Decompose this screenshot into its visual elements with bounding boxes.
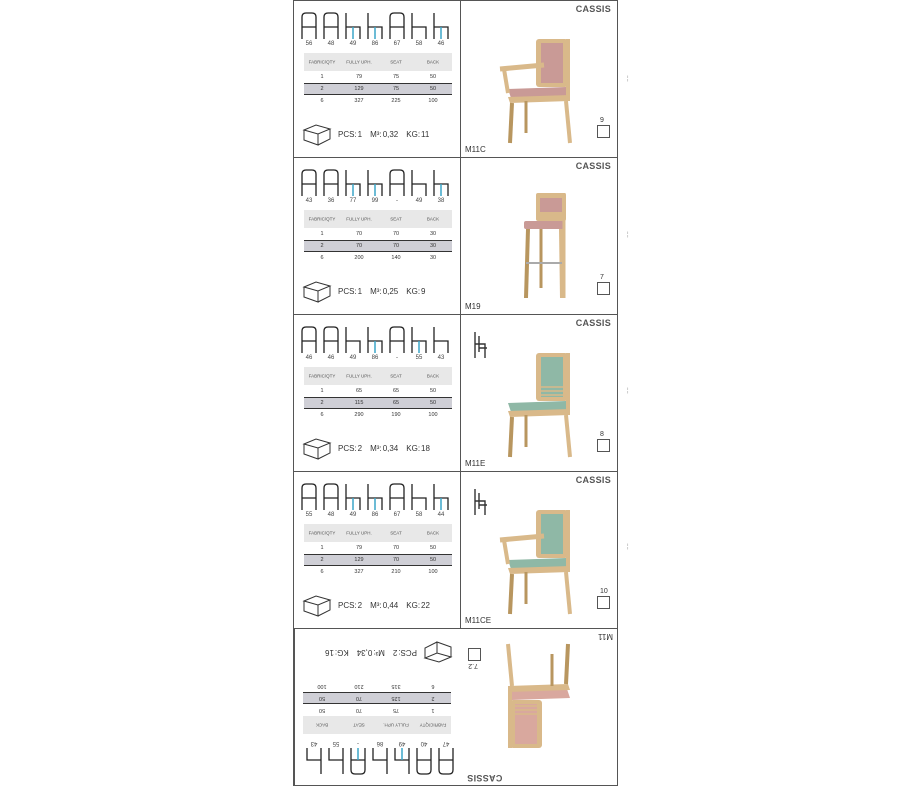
- dimension-diagram-icon: [368, 484, 382, 510]
- brand-label: CASSIS: [575, 161, 611, 171]
- weight-kg-label: KG:: [406, 601, 421, 610]
- dimension-diagram-icon: [302, 484, 316, 510]
- table-row: [303, 692, 451, 704]
- page-badge: [597, 117, 609, 139]
- dimension-value: -: [357, 740, 359, 746]
- package-box-icon: [302, 593, 332, 617]
- product-row: [294, 472, 617, 629]
- table-row: [303, 704, 451, 716]
- table-cell: 30: [429, 243, 437, 249]
- packaging-info: [302, 122, 457, 146]
- table-cell: 79: [355, 545, 363, 551]
- table-cell: 100: [317, 683, 327, 689]
- dimension-value: 46: [437, 41, 445, 47]
- volume-m3: [370, 287, 398, 296]
- dimension-diagram-icon: [412, 13, 426, 39]
- page-number: 7: [600, 274, 604, 281]
- dimension-diagram-icon: [324, 170, 338, 196]
- margin-tick: ¦: [627, 76, 629, 82]
- table-row: [304, 95, 452, 107]
- table-cell: 1: [320, 545, 324, 551]
- dimension-diagram-icon: [390, 484, 404, 510]
- dimension-value: 49: [349, 41, 357, 47]
- pieces-count-value: 1: [357, 130, 363, 139]
- table-cell: 70: [392, 557, 400, 563]
- armchair-image: [486, 502, 596, 617]
- dimension-diagram-icon: [324, 327, 338, 353]
- table-cell: 50: [429, 86, 437, 92]
- column-header: FULLY UPH.: [346, 373, 372, 379]
- dimension-value: 49: [349, 512, 357, 518]
- page-number: 8: [600, 431, 604, 438]
- model-code: M11: [598, 632, 613, 641]
- dimension-value: 46: [327, 355, 335, 361]
- table-header: [304, 210, 452, 228]
- pieces-count: [393, 648, 417, 657]
- pieces-count-value: 2: [357, 601, 363, 610]
- dimension-value: 48: [327, 41, 335, 47]
- page-number: 9: [600, 117, 604, 124]
- table-cell: 50: [429, 74, 437, 80]
- column-header: BACK: [315, 722, 329, 728]
- table-cell: 50: [318, 695, 326, 701]
- pieces-count-label: PCS:: [398, 648, 417, 657]
- dimension-value: 44: [437, 512, 445, 518]
- column-header: BACK: [426, 216, 440, 222]
- table-cell: 100: [428, 569, 438, 575]
- packaging-specs: [317, 648, 417, 657]
- weight-kg: [406, 444, 430, 453]
- table-cell: 1: [320, 74, 324, 80]
- table-cell: 2: [320, 400, 324, 406]
- packaging-specs: [338, 130, 437, 139]
- table-cell: 50: [429, 388, 437, 394]
- table-cell: 50: [429, 557, 437, 563]
- table-header: [304, 53, 452, 71]
- table-cell: 30: [429, 255, 437, 261]
- dimension-diagram-icon: [302, 13, 316, 39]
- dimension-diagrams: [300, 168, 456, 208]
- spec-panel: [294, 315, 461, 471]
- weight-kg-label: KG:: [406, 130, 421, 139]
- column-header: SEAT: [353, 722, 365, 728]
- dimension-diagram-icon: [346, 484, 360, 510]
- fabric-table: [303, 680, 451, 734]
- table-row: [304, 542, 452, 554]
- page-badge: [597, 274, 609, 296]
- barstool-image: [486, 188, 596, 303]
- table-cell: 327: [354, 569, 364, 575]
- column-header: SEAT: [390, 373, 402, 379]
- table-cell: 65: [355, 388, 363, 394]
- table-cell: 129: [354, 557, 364, 563]
- column-header: FULLY UPH.: [383, 722, 409, 728]
- dimension-diagram-icon: [346, 327, 360, 353]
- margin-tick: ¦: [627, 544, 629, 550]
- packaging-specs: [338, 601, 438, 610]
- dimension-diagram-icon: [346, 13, 360, 39]
- chair-image: [482, 641, 592, 756]
- table-cell: 75: [392, 707, 400, 713]
- page-badge: [469, 647, 481, 669]
- column-header: SEAT: [390, 530, 402, 536]
- page-box-icon: [597, 282, 610, 295]
- product-image-panel: [461, 1, 617, 157]
- armchair-image: [486, 31, 596, 146]
- dimension-value: 86: [371, 512, 379, 518]
- product-image-panel: [461, 629, 617, 786]
- volume-m3-value: 0,34: [382, 444, 399, 453]
- table-cell: 6: [320, 98, 324, 104]
- product-image-panel: [461, 472, 617, 628]
- dimension-value: -: [396, 198, 398, 204]
- table-cell: 1: [431, 707, 435, 713]
- table-cell: 210: [391, 569, 401, 575]
- dimension-value: 43: [305, 198, 313, 204]
- table-cell: 30: [429, 231, 437, 237]
- fabric-table: [304, 53, 452, 107]
- volume-m3: [370, 444, 398, 453]
- dimension-value: 86: [376, 740, 384, 746]
- dimension-diagram-icon: [324, 13, 338, 39]
- weight-kg: [325, 648, 349, 657]
- model-code: M11E: [465, 459, 486, 468]
- volume-m3-value: 0,34: [356, 648, 373, 657]
- page-box-icon: [597, 596, 610, 609]
- dimension-diagram-icon: [439, 748, 453, 774]
- table-row: [304, 228, 452, 240]
- table-cell: 75: [392, 86, 400, 92]
- column-header: SEAT: [390, 216, 402, 222]
- dimension-value: 49: [398, 740, 406, 746]
- column-header: SEAT: [390, 59, 402, 65]
- table-cell: 70: [392, 243, 400, 249]
- spec-panel: [294, 472, 461, 628]
- pieces-count-label: PCS:: [338, 287, 357, 296]
- brand-label: CASSIS: [575, 475, 611, 485]
- volume-m3-label: M³:: [370, 287, 382, 296]
- table-cell: 70: [355, 695, 363, 701]
- dimension-value: 58: [415, 41, 423, 47]
- margin-tick: ¦: [627, 388, 629, 394]
- dimension-diagram-icon: [434, 170, 448, 196]
- product-row: [294, 158, 617, 315]
- volume-m3: [370, 601, 398, 610]
- dimension-diagram-icon: [434, 484, 448, 510]
- dimension-diagram-icon: [351, 748, 365, 774]
- dimension-diagram-icon: [346, 170, 360, 196]
- weight-kg-value: 22: [421, 601, 430, 610]
- weight-kg-value: 9: [421, 287, 426, 296]
- weight-kg-value: 18: [421, 444, 430, 453]
- page-number: 7.2: [468, 662, 478, 669]
- table-cell: 6: [431, 683, 435, 689]
- volume-m3-value: 0,32: [382, 130, 399, 139]
- table-cell: 225: [391, 98, 401, 104]
- dimension-value: 43: [310, 740, 318, 746]
- fabric-table: [304, 524, 452, 578]
- table-cell: 327: [354, 98, 364, 104]
- dimension-diagram-icon: [390, 170, 404, 196]
- packaging-info: [302, 279, 457, 303]
- dimension-value: 86: [371, 41, 379, 47]
- column-header: FULLY UPH.: [346, 59, 372, 65]
- package-box-icon: [302, 279, 332, 303]
- table-cell: 6: [320, 569, 324, 575]
- weight-kg-value: 11: [421, 130, 430, 139]
- page-box-icon: [468, 648, 481, 661]
- table-cell: 1: [320, 231, 324, 237]
- margin-tick: ¦: [627, 232, 629, 238]
- table-row: [304, 397, 452, 409]
- fabric-table: [304, 210, 452, 264]
- column-header: BACK: [426, 373, 440, 379]
- dimension-diagrams: [300, 11, 456, 51]
- table-cell: 210: [354, 683, 364, 689]
- table-cell: 100: [428, 98, 438, 104]
- dimension-value: 47: [442, 740, 450, 746]
- pieces-count: [338, 287, 362, 296]
- product-image-panel: [461, 315, 617, 471]
- product-row: [294, 315, 617, 472]
- volume-m3-label: M³:: [373, 648, 385, 657]
- page-box-icon: [597, 439, 610, 452]
- table-cell: 65: [392, 388, 400, 394]
- volume-m3-label: M³:: [370, 444, 382, 453]
- model-code: M11CE: [465, 616, 492, 625]
- table-row: [303, 680, 451, 692]
- dimension-diagram-icon: [368, 327, 382, 353]
- package-box-icon: [302, 436, 332, 460]
- table-cell: 129: [354, 86, 364, 92]
- dimension-diagram-icon: [368, 13, 382, 39]
- dimension-diagram-icon: [395, 748, 409, 774]
- spec-panel: [294, 1, 461, 157]
- package-box-icon: [302, 122, 332, 146]
- brand-label: CASSIS: [467, 773, 503, 783]
- column-header: FULLY UPH.: [346, 530, 372, 536]
- page-badge: [597, 431, 609, 453]
- dimension-diagram-icon: [329, 748, 343, 774]
- column-header: FABRIC/QTY: [308, 530, 336, 536]
- column-header: FABRIC/QTY: [308, 59, 336, 65]
- column-header: FABRIC/QTY: [308, 373, 336, 379]
- spec-panel: [294, 629, 461, 786]
- dimension-diagram-icon: [417, 748, 431, 774]
- chair-image: [486, 345, 596, 460]
- weight-kg: [406, 130, 429, 139]
- dimension-value: 67: [393, 41, 401, 47]
- dimension-value: 56: [305, 41, 313, 47]
- dimension-value: 67: [393, 512, 401, 518]
- weight-kg: [406, 601, 430, 610]
- dimension-diagrams: [300, 482, 456, 522]
- dimension-diagram-icon: [307, 748, 321, 774]
- dimension-diagram-icon: [412, 327, 426, 353]
- table-header: [304, 524, 452, 542]
- brand-label: CASSIS: [575, 4, 611, 14]
- dimension-diagram-icon: [390, 327, 404, 353]
- dimension-value: 38: [437, 198, 445, 204]
- pieces-count-value: 1: [357, 287, 363, 296]
- table-header: [303, 716, 451, 734]
- page-number: 10: [600, 588, 608, 595]
- weight-kg-label: KG:: [406, 444, 421, 453]
- table-row: [304, 385, 452, 397]
- pieces-count-value: 2: [392, 648, 398, 657]
- dimension-diagram-icon: [368, 170, 382, 196]
- weight-kg-label: KG:: [334, 648, 349, 657]
- packaging-info: [302, 436, 457, 460]
- table-cell: 140: [391, 255, 401, 261]
- table-cell: 2: [431, 695, 435, 701]
- model-code: M19: [465, 302, 481, 311]
- dimension-value: 48: [327, 512, 335, 518]
- dimension-value: 46: [305, 355, 313, 361]
- table-cell: 50: [429, 545, 437, 551]
- packaging-specs: [338, 444, 438, 453]
- dimension-value: 36: [327, 198, 335, 204]
- dimension-value: 43: [437, 355, 445, 361]
- dimension-diagrams: [299, 736, 455, 776]
- pieces-count-value: 2: [357, 444, 363, 453]
- model-code: M11C: [465, 145, 486, 154]
- table-cell: 1: [320, 388, 324, 394]
- table-cell: 75: [392, 74, 400, 80]
- table-row: [304, 409, 452, 421]
- volume-m3-value: 0,25: [382, 287, 399, 296]
- table-cell: 190: [391, 412, 401, 418]
- table-header: [304, 367, 452, 385]
- page-box-icon: [597, 125, 610, 138]
- volume-m3-label: M³:: [370, 601, 382, 610]
- table-row: [304, 240, 452, 252]
- table-cell: 115: [354, 400, 364, 406]
- table-row: [304, 83, 452, 95]
- dimension-diagram-icon: [434, 13, 448, 39]
- pieces-count: [338, 130, 362, 139]
- dimension-value: 55: [415, 355, 423, 361]
- pieces-count: [338, 444, 362, 453]
- product-row: [294, 1, 617, 158]
- table-cell: 70: [392, 231, 400, 237]
- table-cell: 50: [318, 707, 326, 713]
- table-cell: 50: [429, 400, 437, 406]
- table-cell: 70: [355, 231, 363, 237]
- table-cell: 79: [355, 74, 363, 80]
- dimension-value: 40: [420, 740, 428, 746]
- dimension-value: 55: [332, 740, 340, 746]
- dimension-value: 49: [349, 355, 357, 361]
- table-cell: 70: [355, 707, 363, 713]
- weight-kg-label: KG:: [406, 287, 421, 296]
- table-cell: 125: [391, 695, 401, 701]
- dimension-diagram-icon: [412, 484, 426, 510]
- column-header: BACK: [426, 59, 440, 65]
- dimension-diagram-icon: [324, 484, 338, 510]
- table-cell: 65: [392, 400, 400, 406]
- column-header: FABRIC/QTY: [308, 216, 336, 222]
- page-badge: [597, 588, 609, 610]
- dimension-value: 99: [371, 198, 379, 204]
- dimension-value: 55: [305, 512, 313, 518]
- table-cell: 290: [354, 412, 364, 418]
- fabric-table: [304, 367, 452, 421]
- volume-m3-label: M³:: [370, 130, 382, 139]
- table-cell: 100: [428, 412, 438, 418]
- table-cell: 200: [354, 255, 364, 261]
- dimension-value: 49: [415, 198, 423, 204]
- weight-kg-value: 16: [325, 648, 334, 657]
- volume-m3: [357, 648, 385, 657]
- column-header: BACK: [426, 530, 440, 536]
- volume-m3: [370, 130, 398, 139]
- dimension-diagram-icon: [373, 748, 387, 774]
- volume-m3-value: 0,44: [382, 601, 399, 610]
- spec-panel: [294, 158, 461, 314]
- product-image-panel: [461, 158, 617, 314]
- pieces-count-label: PCS:: [338, 444, 357, 453]
- dimension-value: -: [396, 355, 398, 361]
- table-row: [304, 71, 452, 83]
- column-header: FABRIC/QTY: [419, 722, 447, 728]
- pieces-count-label: PCS:: [338, 130, 357, 139]
- weight-kg: [406, 287, 425, 296]
- table-row: [304, 566, 452, 578]
- dimension-diagram-icon: [302, 327, 316, 353]
- table-cell: 2: [320, 86, 324, 92]
- table-cell: 70: [392, 545, 400, 551]
- table-row: [304, 252, 452, 264]
- package-box-icon: [423, 641, 453, 665]
- packaging-info: [302, 593, 457, 617]
- table-cell: 2: [320, 243, 324, 249]
- product-row: [294, 629, 617, 786]
- dimension-diagram-icon: [412, 170, 426, 196]
- brand-label: CASSIS: [575, 318, 611, 328]
- table-cell: 6: [320, 412, 324, 418]
- packaging-specs: [338, 287, 434, 296]
- table-cell: 2: [320, 557, 324, 563]
- dimension-value: 58: [415, 512, 423, 518]
- table-cell: 315: [391, 683, 401, 689]
- table-row: [304, 554, 452, 566]
- packaging-info: [298, 641, 453, 665]
- dimension-diagram-icon: [302, 170, 316, 196]
- dimension-diagram-icon: [434, 327, 448, 353]
- dimension-value: 86: [371, 355, 379, 361]
- catalog-sheet: [293, 0, 618, 786]
- dimension-diagrams: [300, 325, 456, 365]
- column-header: FULLY UPH.: [346, 216, 372, 222]
- table-cell: 70: [355, 243, 363, 249]
- pieces-count-label: PCS:: [338, 601, 357, 610]
- pieces-count: [338, 601, 362, 610]
- table-cell: 6: [320, 255, 324, 261]
- dimension-value: 77: [349, 198, 357, 204]
- dimension-diagram-icon: [390, 13, 404, 39]
